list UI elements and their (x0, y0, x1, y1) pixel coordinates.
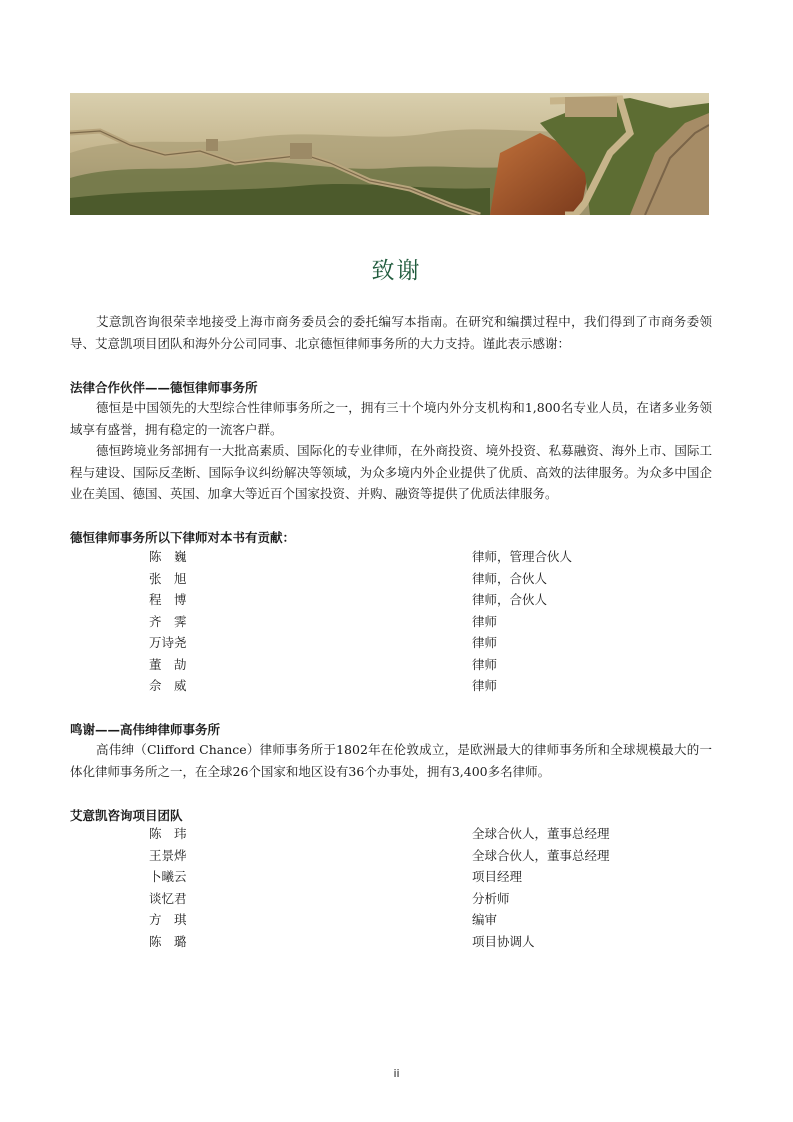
person-role: 律师，管理合伙人 (472, 549, 573, 564)
list-item (0, 589, 793, 611)
person-role: 项目协调人 (472, 933, 535, 949)
person-role: 全球合伙人，董事总经理 (472, 826, 610, 841)
person-name: 陈 玮 (149, 826, 187, 841)
list-item (0, 546, 793, 568)
person-name: 陈 璐 (149, 933, 187, 949)
list-item (0, 654, 793, 676)
person-name: 张 旭 (149, 570, 187, 586)
list-item (0, 845, 793, 867)
person-role: 律师，合伙人 (472, 592, 548, 607)
person-name: 万诗尧 (149, 635, 187, 650)
intro-paragraph: 艾意凯咨询很荣幸地接受上海市商务委员会的委托编写本指南。在研究和编撰过程中，我们得到了市商务委领导、艾意凯项目团队和海外分公司同事、北京德恒律师事务所的大力支持。谨此表示感谢： (70, 314, 712, 351)
list-item (0, 931, 793, 953)
dehe-heading: 法律合作伙伴——德恒律师事务所 (70, 380, 258, 395)
contributors-list (0, 546, 793, 697)
person-name: 齐 霁 (149, 613, 187, 629)
dehe-paragraph-2: 德恒跨境业务部拥有一大批高素质、国际化的专业律师，在外商投资、境外投资、私募融资、海外上市、国际工程与建设、国际反垄断、国际争议纠纷解决等领域，为众多境内外企业提供了优质、高效的法律服务。为众多中国企业在美国、德国、英国、加拿大等近百个国家投资、并购、融资等提供了优质法律服务。 (70, 443, 712, 501)
list-item (0, 632, 793, 654)
person-role: 分析师 (472, 890, 510, 906)
person-name: 程 博 (149, 592, 187, 607)
page-number: ii (393, 1067, 400, 1080)
list-item (0, 823, 793, 845)
team-heading: 艾意凯咨询项目团队 (70, 808, 183, 823)
list-item (0, 866, 793, 888)
list-item (0, 888, 793, 910)
person-name: 谈忆君 (149, 890, 187, 906)
person-role: 项目经理 (472, 869, 523, 884)
person-name: 方 琪 (149, 912, 187, 927)
person-role: 律师 (472, 678, 498, 693)
list-item (0, 675, 793, 697)
team-list (0, 823, 793, 952)
person-role: 律师 (472, 635, 498, 650)
person-role: 律师 (472, 613, 498, 629)
person-name: 董 劼 (149, 656, 187, 672)
person-name: 卜曦云 (149, 869, 187, 884)
great-wall-banner-image (70, 93, 709, 215)
person-role: 律师 (472, 656, 498, 672)
clifford-heading: 鸣谢——高伟绅律师事务所 (70, 722, 221, 737)
contributors-heading: 德恒律师事务所以下律师对本书有贡献： (70, 530, 296, 545)
list-item (0, 611, 793, 633)
page-title: 致谢 (371, 258, 422, 284)
person-role: 全球合伙人，董事总经理 (472, 847, 610, 863)
list-item (0, 909, 793, 931)
list-item (0, 568, 793, 590)
clifford-paragraph: 高伟绅（Clifford Chance）律师事务所于1802年在伦敦成立，是欧洲最大的律师事务所和全球规模最大的一体化律师事务所之一，在全球26个国家和地区设有36个办事处，拥有3,400多名律师。 (70, 742, 712, 779)
person-name: 陈 巍 (149, 549, 187, 564)
person-role: 编审 (472, 912, 498, 927)
dehe-paragraph-1: 德恒是中国领先的大型综合性律师事务所之一，拥有三十个境内外分支机构和1,800名专业人员，在诸多业务领域享有盛誉，拥有稳定的一流客户群。 (70, 400, 712, 437)
person-name: 王景烨 (149, 847, 187, 863)
person-role: 律师，合伙人 (472, 570, 548, 586)
person-name: 佘 威 (149, 678, 187, 693)
